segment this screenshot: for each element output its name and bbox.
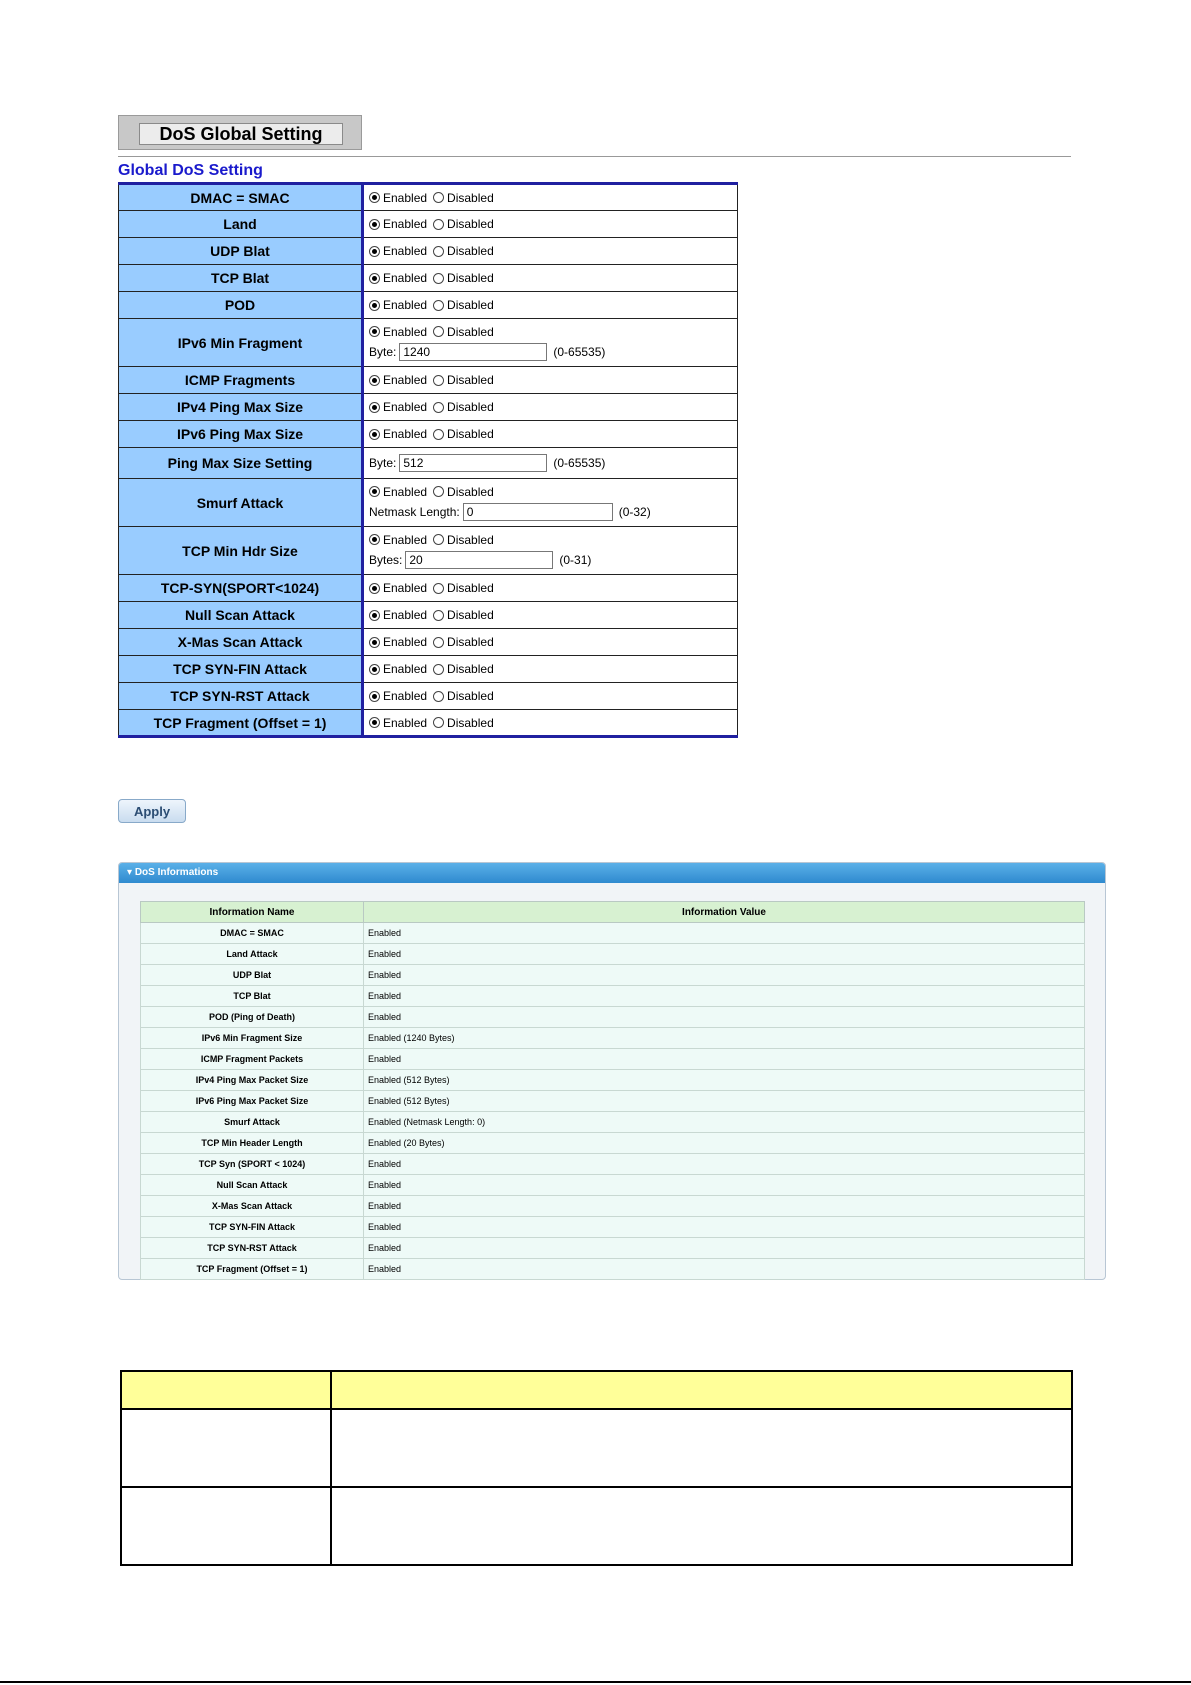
info-value-cell: Enabled (364, 1175, 1085, 1196)
disabled-radio[interactable] (433, 610, 444, 621)
collapse-arrow-icon[interactable]: ▾ (127, 867, 133, 878)
setting-row (119, 184, 738, 211)
info-row (141, 1133, 1085, 1154)
info-name-cell: Smurf Attack (141, 1112, 364, 1133)
dos-informations-title: DoS Informations (134, 867, 219, 878)
setting-value (363, 448, 738, 479)
enabled-radio[interactable] (369, 486, 380, 497)
disabled-radio[interactable] (433, 300, 444, 311)
enabled-radio[interactable] (369, 583, 380, 594)
setting-value (363, 629, 738, 656)
setting-label: Ping Max Size Setting (119, 448, 363, 479)
enable-radio-group (369, 398, 737, 416)
setting-row (119, 319, 738, 367)
title-divider (118, 156, 1071, 157)
setting-value (363, 238, 738, 265)
info-value-cell: Enabled (364, 944, 1085, 965)
setting-row (119, 448, 738, 479)
disabled-radio[interactable] (433, 273, 444, 284)
enabled-radio[interactable] (369, 375, 380, 386)
disabled-radio-label: Disabled (447, 324, 494, 339)
info-value-cell: Enabled (364, 1007, 1085, 1028)
info-row (141, 986, 1085, 1007)
setting-row (119, 394, 738, 421)
page-title: DoS Global Setting (139, 123, 343, 145)
info-value-cell: Enabled (364, 923, 1085, 944)
disabled-radio-label: Disabled (447, 635, 494, 649)
enabled-radio-label: Enabled (383, 324, 428, 339)
disabled-radio-label: Disabled (447, 427, 494, 441)
setting-label: IPv6 Ping Max Size (119, 421, 363, 448)
setting-label: IPv6 Min Fragment (119, 319, 363, 367)
setting-row (119, 656, 738, 683)
description-header-cell-2 (331, 1371, 1072, 1409)
enabled-radio-label: Enabled (383, 271, 428, 285)
enable-radio-group (369, 269, 737, 287)
info-value-cell: Enabled (364, 1238, 1085, 1259)
info-header-row (141, 902, 1085, 923)
field-label: Netmask Length: (369, 504, 460, 519)
setting-row (119, 575, 738, 602)
disabled-radio[interactable] (433, 637, 444, 648)
info-value-cell: Enabled (512 Bytes) (364, 1070, 1085, 1091)
disabled-radio-label: Disabled (447, 662, 494, 676)
disabled-radio-label: Disabled (447, 244, 494, 258)
enabled-radio-label: Enabled (383, 689, 428, 703)
disabled-radio[interactable] (433, 583, 444, 594)
info-name-cell: UDP Blat (141, 965, 364, 986)
disabled-radio[interactable] (433, 691, 444, 702)
info-name-cell: IPv4 Ping Max Packet Size (141, 1070, 364, 1091)
disabled-radio[interactable] (433, 534, 444, 545)
enabled-radio[interactable] (369, 246, 380, 257)
description-table (120, 1370, 1073, 1566)
disabled-radio-label: Disabled (447, 581, 494, 595)
disabled-radio-label: Disabled (447, 190, 494, 205)
enabled-radio-label: Enabled (383, 662, 428, 676)
setting-row (119, 629, 738, 656)
value-input[interactable] (405, 551, 553, 569)
disabled-radio-label: Disabled (447, 484, 494, 499)
info-row (141, 965, 1085, 986)
info-row (141, 944, 1085, 965)
info-name-cell: TCP SYN-FIN Attack (141, 1217, 364, 1238)
info-row (141, 1154, 1085, 1175)
setting-row (119, 421, 738, 448)
setting-value (363, 575, 738, 602)
enabled-radio[interactable] (369, 717, 380, 728)
enabled-radio[interactable] (369, 326, 380, 337)
description-cell (331, 1487, 1072, 1565)
disabled-radio-label: Disabled (447, 715, 494, 730)
enable-radio-group (369, 579, 737, 597)
info-value-cell: Enabled (364, 986, 1085, 1007)
info-row (141, 1175, 1085, 1196)
info-name-cell: IPv6 Min Fragment Size (141, 1028, 364, 1049)
info-name-header: Information Name (141, 902, 364, 923)
disabled-radio-label: Disabled (447, 217, 494, 231)
disabled-radio-label: Disabled (447, 400, 494, 414)
setting-value (363, 184, 738, 211)
setting-label: TCP Blat (119, 265, 363, 292)
enabled-radio-label: Enabled (383, 190, 428, 205)
enable-radio-group (369, 660, 737, 678)
value-field-row (369, 501, 737, 523)
dos-informations-header[interactable] (119, 863, 1105, 883)
enable-radio-group (369, 714, 737, 732)
setting-value (363, 479, 738, 527)
enabled-radio[interactable] (369, 637, 380, 648)
setting-value (363, 367, 738, 394)
disabled-radio[interactable] (433, 326, 444, 337)
setting-value (363, 292, 738, 319)
enable-radio-group (369, 606, 737, 624)
setting-value (363, 602, 738, 629)
info-row (141, 1238, 1085, 1259)
info-row (141, 1217, 1085, 1238)
info-name-cell: TCP Fragment (Offset = 1) (141, 1259, 364, 1280)
page-title-tab (118, 115, 362, 150)
enable-radio-group (369, 189, 737, 207)
info-name-cell: POD (Ping of Death) (141, 1007, 364, 1028)
setting-row (119, 265, 738, 292)
dos-informations-panel (118, 862, 1106, 1280)
enabled-radio-label: Enabled (383, 298, 428, 312)
setting-row (119, 683, 738, 710)
info-row (141, 1049, 1085, 1070)
range-hint: (0-32) (618, 504, 651, 519)
enable-radio-group (369, 425, 737, 443)
setting-label: ICMP Fragments (119, 367, 363, 394)
enabled-radio[interactable] (369, 534, 380, 545)
setting-value (363, 656, 738, 683)
enabled-radio[interactable] (369, 664, 380, 675)
disabled-radio[interactable] (433, 402, 444, 413)
setting-row (119, 211, 738, 238)
section-heading: Global DoS Setting (118, 162, 263, 179)
enable-radio-group (369, 633, 737, 651)
value-input[interactable] (399, 454, 547, 472)
info-value-header: Information Value (364, 902, 1085, 923)
enabled-radio[interactable] (369, 192, 380, 203)
setting-label: POD (119, 292, 363, 319)
setting-label: TCP SYN-FIN Attack (119, 656, 363, 683)
disabled-radio[interactable] (433, 375, 444, 386)
info-row (141, 1028, 1085, 1049)
info-name-cell: TCP Syn (SPORT < 1024) (141, 1154, 364, 1175)
enabled-radio[interactable] (369, 219, 380, 230)
value-input[interactable] (399, 343, 547, 361)
setting-row (119, 367, 738, 394)
dos-information-table (140, 901, 1085, 1280)
setting-value (363, 683, 738, 710)
enabled-radio-label: Enabled (383, 532, 428, 547)
enable-radio-group (369, 242, 737, 260)
info-row (141, 1091, 1085, 1112)
enabled-radio[interactable] (369, 610, 380, 621)
range-hint: (0-31) (559, 552, 592, 567)
disabled-radio[interactable] (433, 717, 444, 728)
setting-label: DMAC = SMAC (119, 184, 363, 211)
setting-value (363, 319, 738, 367)
info-row (141, 1112, 1085, 1133)
info-name-cell: ICMP Fragment Packets (141, 1049, 364, 1070)
info-name-cell: DMAC = SMAC (141, 923, 364, 944)
enabled-radio-label: Enabled (383, 715, 428, 730)
description-cell (121, 1487, 331, 1565)
setting-label: Null Scan Attack (119, 602, 363, 629)
description-cell (121, 1409, 331, 1487)
info-name-cell: Land Attack (141, 944, 364, 965)
value-input[interactable] (463, 503, 613, 521)
info-value-cell: Enabled (364, 965, 1085, 986)
info-name-cell: TCP SYN-RST Attack (141, 1238, 364, 1259)
info-name-cell: Null Scan Attack (141, 1175, 364, 1196)
field-label: Bytes: (369, 552, 403, 567)
setting-label: TCP SYN-RST Attack (119, 683, 363, 710)
range-hint: (0-65535) (553, 456, 606, 470)
apply-button[interactable]: Apply (118, 799, 186, 823)
enabled-radio-label: Enabled (383, 427, 428, 441)
disabled-radio[interactable] (433, 664, 444, 675)
page-bottom-rule (0, 1681, 1191, 1683)
enabled-radio[interactable] (369, 402, 380, 413)
setting-label: UDP Blat (119, 238, 363, 265)
description-row (121, 1409, 1072, 1487)
setting-value (363, 394, 738, 421)
info-value-cell: Enabled (512 Bytes) (364, 1091, 1085, 1112)
info-name-cell: IPv6 Ping Max Packet Size (141, 1091, 364, 1112)
enabled-radio[interactable] (369, 691, 380, 702)
setting-label: Land (119, 211, 363, 238)
value-field-row (369, 549, 737, 571)
setting-label: X-Mas Scan Attack (119, 629, 363, 656)
global-dos-settings-table (118, 182, 738, 738)
info-row (141, 1007, 1085, 1028)
description-header-cell-1 (121, 1371, 331, 1409)
setting-row (119, 527, 738, 575)
disabled-radio-label: Disabled (447, 608, 494, 622)
enabled-radio-label: Enabled (383, 217, 428, 231)
enabled-radio-label: Enabled (383, 608, 428, 622)
setting-value (363, 710, 738, 737)
setting-label: TCP Min Hdr Size (119, 527, 363, 575)
disabled-radio-label: Disabled (447, 532, 494, 547)
disabled-radio-label: Disabled (447, 373, 494, 387)
enabled-radio-label: Enabled (383, 635, 428, 649)
info-row (141, 1070, 1085, 1091)
disabled-radio[interactable] (433, 219, 444, 230)
enable-radio-group (369, 483, 737, 501)
enabled-radio[interactable] (369, 429, 380, 440)
enable-radio-group (369, 531, 737, 549)
disabled-radio[interactable] (433, 486, 444, 497)
disabled-radio[interactable] (433, 429, 444, 440)
setting-row (119, 710, 738, 737)
setting-value (363, 265, 738, 292)
description-header-row (121, 1371, 1072, 1409)
description-cell (331, 1409, 1072, 1487)
enabled-radio[interactable] (369, 300, 380, 311)
disabled-radio-label: Disabled (447, 689, 494, 703)
setting-value (363, 211, 738, 238)
info-row (141, 923, 1085, 944)
value-field-row (369, 341, 737, 363)
info-value-cell: Enabled (364, 1259, 1085, 1280)
setting-row (119, 602, 738, 629)
setting-row (119, 238, 738, 265)
info-name-cell: TCP Min Header Length (141, 1133, 364, 1154)
disabled-radio-label: Disabled (447, 271, 494, 285)
info-value-cell: Enabled (Netmask Length: 0) (364, 1112, 1085, 1133)
setting-row (119, 292, 738, 319)
description-row (121, 1487, 1072, 1565)
info-row (141, 1196, 1085, 1217)
setting-value (363, 527, 738, 575)
setting-label: Smurf Attack (119, 479, 363, 527)
setting-label: TCP Fragment (Offset = 1) (119, 710, 363, 737)
enabled-radio-label: Enabled (383, 581, 428, 595)
enable-radio-group (369, 371, 737, 389)
enabled-radio[interactable] (369, 273, 380, 284)
enable-radio-group (369, 296, 737, 314)
enable-radio-group (369, 215, 737, 233)
info-value-cell: Enabled (1240 Bytes) (364, 1028, 1085, 1049)
enable-radio-group (369, 687, 737, 705)
info-value-cell: Enabled (20 Bytes) (364, 1133, 1085, 1154)
disabled-radio-label: Disabled (447, 298, 494, 312)
setting-label: TCP-SYN(SPORT<1024) (119, 575, 363, 602)
enable-radio-group (369, 323, 737, 341)
setting-label: IPv4 Ping Max Size (119, 394, 363, 421)
disabled-radio[interactable] (433, 192, 444, 203)
enabled-radio-label: Enabled (383, 400, 428, 414)
info-name-cell: X-Mas Scan Attack (141, 1196, 364, 1217)
disabled-radio[interactable] (433, 246, 444, 257)
enabled-radio-label: Enabled (383, 244, 428, 258)
info-name-cell: TCP Blat (141, 986, 364, 1007)
field-label: Byte: (369, 456, 397, 470)
setting-row (119, 479, 738, 527)
info-value-cell: Enabled (364, 1196, 1085, 1217)
setting-value (363, 421, 738, 448)
info-value-cell: Enabled (364, 1154, 1085, 1175)
range-hint: (0-65535) (553, 344, 606, 359)
enabled-radio-label: Enabled (383, 484, 428, 499)
field-label: Byte: (369, 344, 397, 359)
info-value-cell: Enabled (364, 1049, 1085, 1070)
info-value-cell: Enabled (364, 1217, 1085, 1238)
enabled-radio-label: Enabled (383, 373, 428, 387)
info-row (141, 1259, 1085, 1280)
value-field-row (369, 452, 737, 474)
